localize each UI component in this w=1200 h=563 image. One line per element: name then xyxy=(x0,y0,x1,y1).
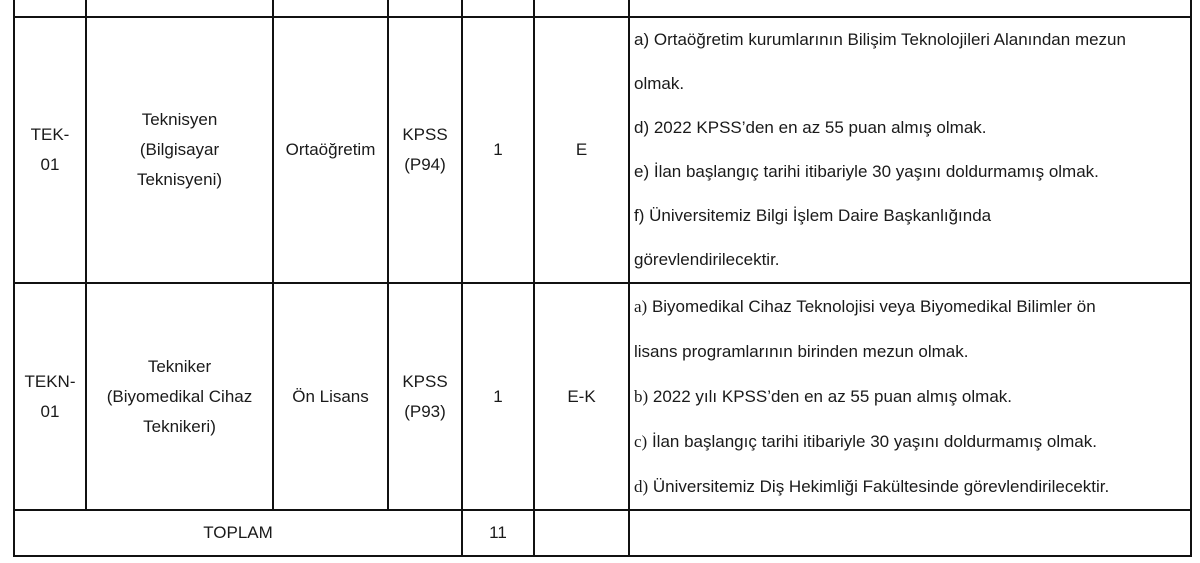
table-row xyxy=(14,17,1191,283)
position-code-cell xyxy=(14,17,86,283)
gender: E-K xyxy=(567,386,596,406)
education-cell xyxy=(273,17,388,283)
position-code: 01 xyxy=(40,155,60,174)
requirement-text: Biyomedikal Cihaz Teknolojisi veya Biyomedikal Bilimler ön xyxy=(647,297,1096,316)
position-table xyxy=(13,0,1192,557)
position-title-cell xyxy=(86,17,273,283)
total-count: 11 xyxy=(489,523,507,542)
total-label-cell xyxy=(14,510,462,556)
position-title: Teknisyen xyxy=(141,110,218,129)
table-cell xyxy=(86,0,273,17)
table-cell xyxy=(273,0,388,17)
exam-cell xyxy=(388,17,462,283)
table-cell xyxy=(388,0,462,17)
requirement-text: Ortaöğretim kurumlarının Bilişim Teknolojileri Alanından mezun xyxy=(649,30,1126,49)
exam-score-type: (P93) xyxy=(404,401,446,421)
education-level: Ön Lisans xyxy=(292,386,369,406)
requirement-line xyxy=(634,374,1188,419)
position-code: 01 xyxy=(40,401,60,421)
exam-name: KPSS xyxy=(402,371,448,391)
requirement-prefix: e) xyxy=(634,162,650,181)
requirement-line xyxy=(634,419,1188,464)
position-code: TEKN- xyxy=(24,371,76,391)
requirement-text: İlan başlangıç tarihi itibariyle 30 yaşını doldurmamış olmak. xyxy=(647,432,1097,451)
requirement-text: 2022 yılı KPSS’den en az 55 puan almış olmak. xyxy=(648,387,1012,406)
count-cell xyxy=(462,283,534,510)
requirement-text: Üniversitemiz Diş Hekimliği Fakültesinde görevlendirilecektir. xyxy=(648,477,1110,496)
position-code: TEK- xyxy=(30,125,70,144)
requirement-prefix: a) xyxy=(634,297,648,316)
count-cell xyxy=(462,17,534,283)
requirement-line xyxy=(634,194,1188,238)
requirement-prefix: d) xyxy=(634,118,650,137)
requirement-text: Üniversitemiz Bilgi İşlem Daire Başkanlığında xyxy=(644,206,992,225)
requirement-prefix: b) xyxy=(634,387,649,406)
requirement-text: İlan başlangıç tarihi itibariyle 30 yaşını doldurmamış olmak. xyxy=(649,162,1099,181)
requirement-text: görevlendirilecektir. xyxy=(634,250,780,269)
gender-cell xyxy=(534,283,629,510)
requirement-line xyxy=(634,150,1188,194)
requirement-text: 2022 KPSS’den en az 55 puan almış olmak. xyxy=(649,118,987,137)
gender: E xyxy=(575,140,588,159)
table-cell xyxy=(629,0,1191,17)
requirement-line xyxy=(634,18,1188,62)
table-cell xyxy=(14,0,86,17)
requirement-text: lisans programlarının birinden mezun olmak. xyxy=(634,342,969,361)
requirement-line xyxy=(634,464,1188,509)
table-cell xyxy=(534,510,629,556)
position-title: Teknikeri) xyxy=(143,416,216,436)
education-cell xyxy=(273,283,388,510)
requirement-prefix: d) xyxy=(634,477,649,496)
requirement-prefix: c) xyxy=(634,432,648,451)
position-title: (Biyomedikal Cihaz xyxy=(106,386,253,406)
exam-cell xyxy=(388,283,462,510)
requirement-line xyxy=(634,329,1188,374)
gender-cell xyxy=(534,17,629,283)
position-title-cell xyxy=(86,283,273,510)
position-title: (Bilgisayar xyxy=(139,140,220,159)
exam-score-type: (P94) xyxy=(404,155,446,174)
requirement-line xyxy=(634,106,1188,150)
table-row xyxy=(14,283,1191,510)
requirement-line xyxy=(634,238,1188,282)
position-count: 1 xyxy=(493,140,503,159)
table-cell xyxy=(462,0,534,17)
requirements-cell xyxy=(629,283,1191,510)
total-count-cell xyxy=(462,510,534,556)
position-title: Tekniker xyxy=(147,356,212,376)
table-cell xyxy=(629,510,1191,556)
requirements-cell xyxy=(629,17,1191,283)
requirement-text: olmak. xyxy=(634,74,685,93)
requirement-line xyxy=(634,62,1188,106)
table-row-partial xyxy=(14,0,1191,17)
education-level: Ortaöğretim xyxy=(285,140,376,159)
exam-name: KPSS xyxy=(402,125,448,144)
requirement-line xyxy=(634,284,1188,329)
position-title: Teknisyeni) xyxy=(136,170,223,189)
position-code-cell xyxy=(14,283,86,510)
requirement-prefix: a) xyxy=(634,30,650,49)
total-row xyxy=(14,510,1191,556)
total-label: TOPLAM xyxy=(203,523,273,542)
table-cell xyxy=(534,0,629,17)
requirement-prefix: f) xyxy=(634,206,645,225)
position-count: 1 xyxy=(493,386,503,406)
